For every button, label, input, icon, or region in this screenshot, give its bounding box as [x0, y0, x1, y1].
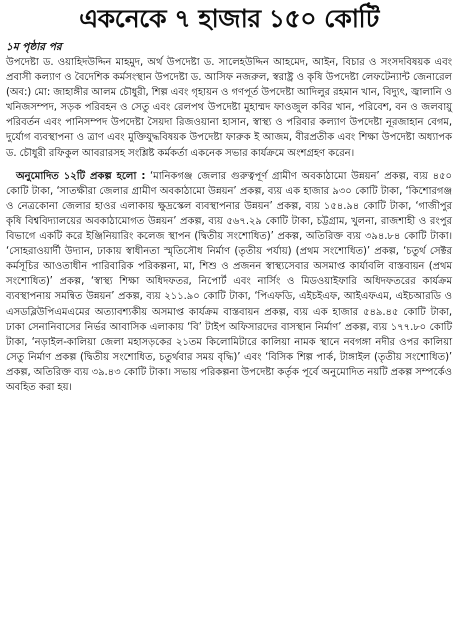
- approved-projects-lead: অনুমোদিত ১২টি প্রকল্প হলো :: [16, 170, 146, 182]
- continued-from-label: ১ম পৃষ্ঠার পর: [6, 41, 62, 53]
- approved-projects-text: ‘মানিকগঞ্জ জেলার গুরুত্বপূর্ণ গ্রামীণ অবকাঠামো উন্নয়ন’ প্রকল্প, ব্যয় ৪৫০ কোটি টাকা, ‘সাতক্ষীরা জেলার গ্রামীণ অবকাঠামো উন্নয়ন’ প্রকল্প, ব্যয় এক হাজার ৯৩০ কোটি টাকা, ‘কিশোরগঞ্জ ও নেত্রকোনা জেলার হাওর এলাকায় ক্ষুদ্রস্কেল ব্যবস্থাপনার উন্নয়ন’ প্রকল্প, ব্যয় ১৫৪.৯৪ কোটি টাকা, ‘গাজীপুর কৃষি বিশ্ববিদ্যালয়ের অবকাঠামোগত উন্নয়ন’ প্রকল্প, ব্যয় ৫৬৭.২৯ কোটি টাকা, চট্টগ্রাম, খুলনা, রাজশাহী ও রংপুর বিভাগে একটি করে ইঞ্জিনিয়ারিং কলেজ স্থাপন (দ্বিতীয় সংশোধিত)’ প্রকল্প, অতিরিক্ত ব্যয় ৩৯৪.৮৪ কোটি টাকা। ‘সোহরাওয়ার্দী উদ্যান, ঢাকায় স্বাধীনতা স্মৃতিসৌধ নির্মাণ (তৃতীয় পর্যায়) (প্রথম সংশোধিত)’ প্রকল্প, ‘চতুর্থ সেক্টর কর্মসূচির আওতাধীন পারিবারিক পরিকল্পনা, মা, শিশু ও প্রজনন স্বাস্থ্যসেবার অসমাপ্ত কার্যাবলি বাস্তবায়ন (প্রথম সংশোধিত)’ প্রকল্প, ‘স্বাস্থ্য শিক্ষা অধিদফতর, নিপোর্ট এবং নার্সিং ও মিডওয়াইফারি অধিদফতরের কার্যক্রম ব্যবস্থাপনায় সমন্বিত উন্নয়ন’ প্রকল্প, ব্যয় ২১১.৯০ কোটি টাকা, ‘পিএফডি, এইচইএফ, আইএফএম, এইচআরডি ও এসডব্লিউপিএমএমের অত্যাবশ্যকীয় অসমাপ্ত কার্যক্রম বাস্তবায়ন প্রকল্প, ব্যয় এক হাজার ৫৪৯.৪৫ কোটি টাকা, ঢাকা সেনানিবাসের নির্ভর আবাসিক এলাকায় ‘বি’ টাইপ অফিসারদের বাসস্থান নির্মাণ’ প্রকল্প, ব্যয় ১৭৭.৮০ কোটি টাকা, ‘নড়াইল-কালিয়া জেলা মহাসড়কের ২১তম কিলোমিটারে কালিয়া নামক স্থানে নবগঙ্গা নদীর ওপর কালিয়া সেতু নির্মাণ প্রকল্প (দ্বিতীয় সংশোধিত, চতুর্থবার সময় বৃদ্ধি)’ এবং ‘বিসিক শিল্প পার্ক, টাঙ্গাইল (তৃতীয় সংশোধিত)’ প্রকল্প, অতিরিক্ত ব্যয় ৩৯.৪৩ কোটি টাকা। সভায় পরিকল্পনা উপদেষ্টা কর্তৃক পূর্বে অনুমোদিত নয়টি প্রকল্প সম্পর্কেও অবহিত করা হয়।: [6, 170, 452, 393]
- body-paragraph-approved-projects: [6, 169, 452, 395]
- headline: একনেকে ৭ হাজার ১৫০ কোটি: [79, 4, 379, 33]
- body-paragraph-attendees: উপদেষ্টা ড. ওয়াহিদউদ্দিন মাহমুদ, অর্থ উপদেষ্টা ড. সালেহউদ্দিন আহমেদ, আইন, বিচার ও সংসদবিষয়ক এবং প্রবাসী কল্যাণ ও বৈদেশিক কর্মসংস্থান উপদেষ্টা ড. আসিফ নজরুল, স্বরাষ্ট্র ও কৃষি উপদেষ্টা লেফটেন্যান্ট জেনারেল (অব:) মো: জাহাঙ্গীর আলম চৌধুরী, শিল্প এবং গৃহায়ন ও গণপূর্ত উপদেষ্টা আদিলুর রহমান খান, বিদ্যুৎ, জ্বালানি ও খনিজসম্পদ, সড়ক পরিবহন ও সেতু এবং রেলপথ উপদেষ্টা মুহাম্মদ ফাওজুল কবির খান, পরিবেশ, বন ও জলবায়ু পরিবর্তন এবং পানিসম্পদ উপদেষ্টা সৈয়দা রিজওয়ানা হাসান, স্বাস্থ্য ও পরিবার কল্যাণ উপদেষ্টা নূরজাহান বেগম, দুর্যোগ ব্যবস্থাপনা ও ত্রাণ এবং মুক্তিযুদ্ধবিষয়ক উপদেষ্টা ফারুক ই আজম, বীরপ্রতীক এবং শিক্ষা উপদেষ্টা অধ্যাপক ড. চৌধুরী রফিকুল আবরারসহ সংশ্লিষ্ট কর্মকর্তা একনেক সভার কার্যক্রমে অংশগ্রহণ করেন।: [6, 57, 452, 159]
